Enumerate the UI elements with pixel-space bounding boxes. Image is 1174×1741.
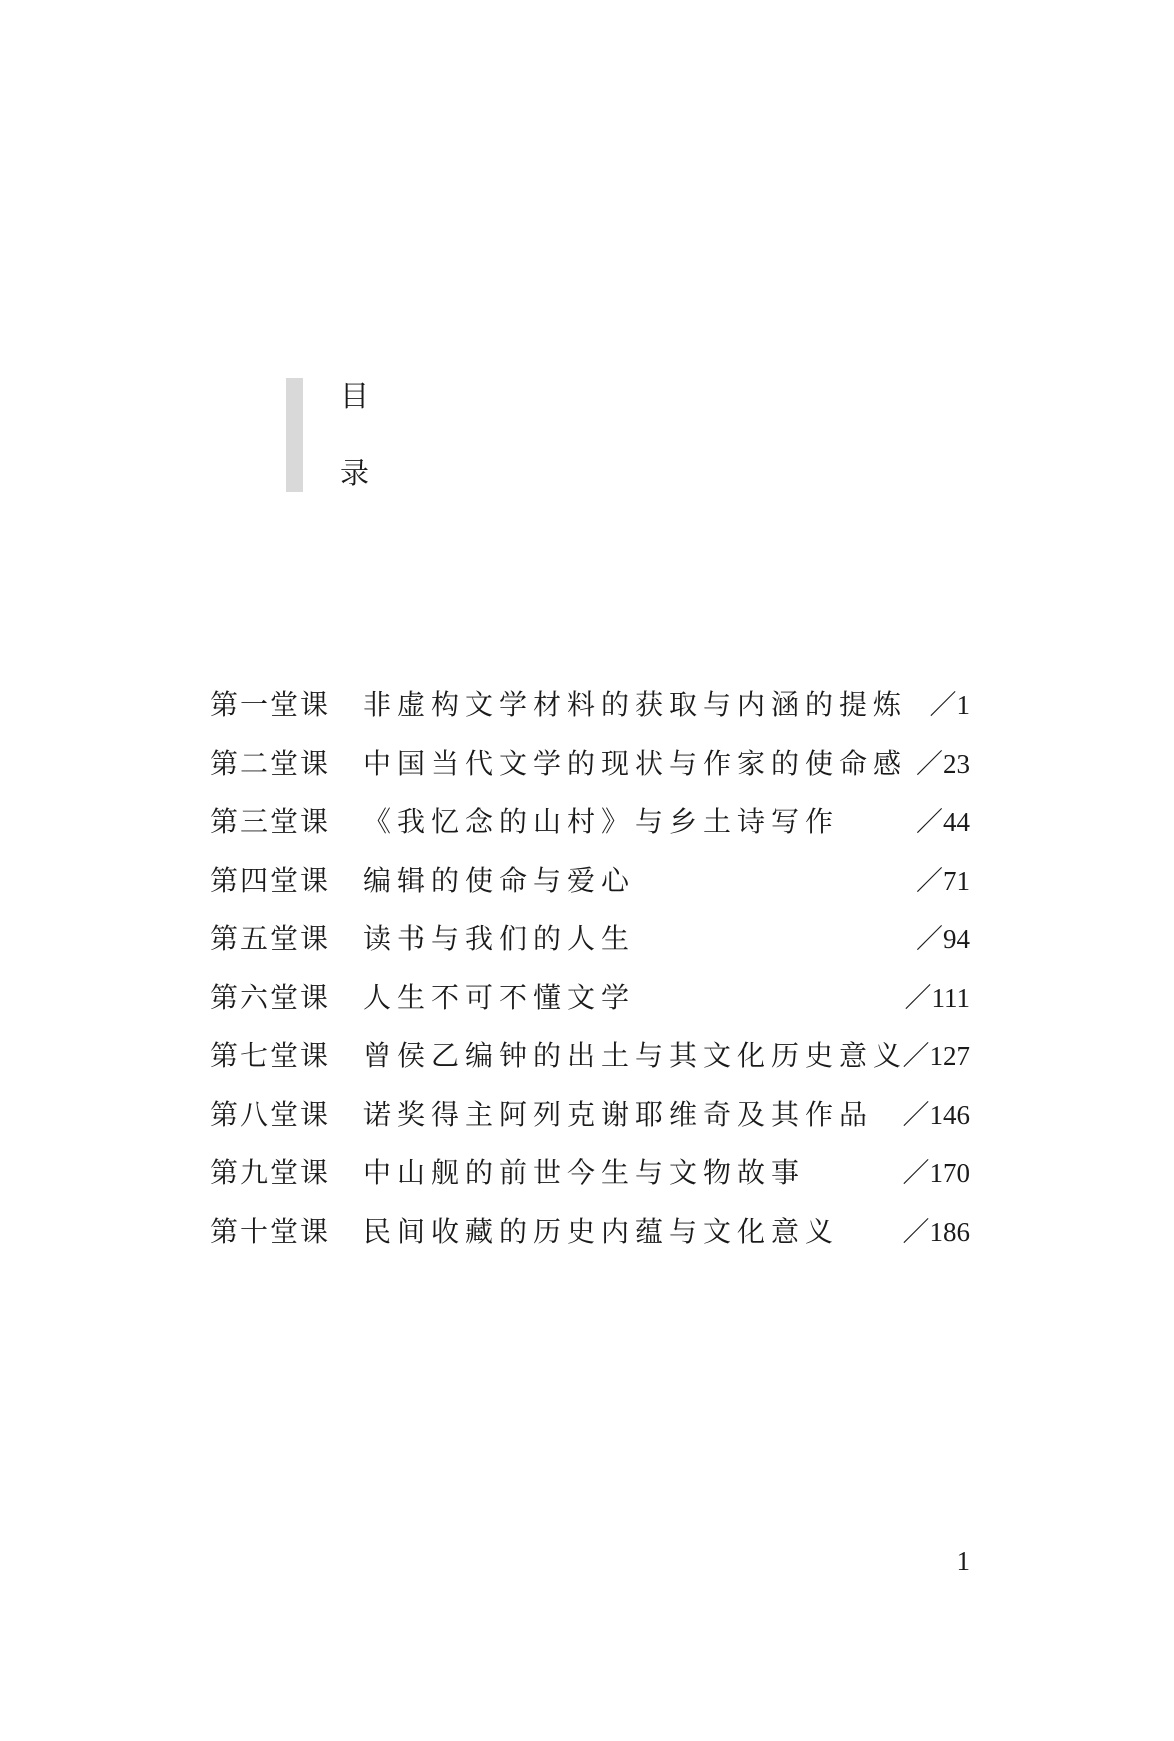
contents-heading bbox=[286, 378, 406, 493]
toc-lesson-label: 第八堂课 bbox=[210, 1097, 331, 1131]
toc-entry[interactable] bbox=[210, 1095, 970, 1154]
toc-title: 编辑的使命与爱心 bbox=[363, 863, 636, 897]
toc-lesson-label: 第三堂课 bbox=[210, 805, 331, 838]
toc-lesson-label: 第五堂课 bbox=[210, 922, 331, 955]
heading-char-mu: 目 bbox=[340, 379, 370, 413]
toc-page-ref: ／94 bbox=[916, 924, 970, 954]
toc-title: 中国当代文学的现状与作家的使命感 bbox=[363, 746, 908, 780]
toc-page-ref: ／146 bbox=[902, 1099, 970, 1130]
page-number: 1 bbox=[956, 1546, 970, 1576]
toc-lesson-label: 第一堂课 bbox=[210, 688, 331, 721]
toc-page-ref: ／44 bbox=[916, 807, 970, 837]
heading-accent-bar bbox=[286, 378, 303, 492]
toc-title: 读书与我们的人生 bbox=[363, 922, 636, 955]
toc-page-ref: ／111 bbox=[904, 982, 970, 1013]
toc-lesson-label: 第六堂课 bbox=[210, 980, 331, 1014]
toc-entry[interactable] bbox=[210, 685, 970, 744]
toc-page-ref: ／71 bbox=[916, 865, 970, 896]
toc-entry[interactable] bbox=[210, 919, 970, 978]
toc-title: 中山舰的前世今生与文物故事 bbox=[363, 1156, 806, 1189]
toc-entry[interactable] bbox=[210, 1212, 970, 1271]
toc-lesson-label: 第九堂课 bbox=[210, 1156, 331, 1189]
toc-entry[interactable] bbox=[210, 978, 970, 1037]
toc-page-ref: ／186 bbox=[902, 1216, 970, 1247]
toc-entry[interactable] bbox=[210, 1036, 970, 1095]
toc-title: 非虚构文学材料的获取与内涵的提炼 bbox=[363, 688, 908, 721]
toc-title: 人生不可不懂文学 bbox=[363, 980, 636, 1014]
toc-page-ref: ／1 bbox=[929, 690, 970, 720]
table-of-contents bbox=[210, 685, 970, 1270]
toc-title: 诺奖得主阿列克谢耶维奇及其作品 bbox=[363, 1097, 874, 1131]
toc-entry[interactable] bbox=[210, 802, 970, 861]
toc-title: 民间收藏的历史内蕴与文化意义 bbox=[363, 1214, 840, 1248]
toc-page-ref: ／170 bbox=[902, 1158, 970, 1188]
toc-lesson-label: 第十堂课 bbox=[210, 1214, 331, 1248]
toc-lesson-label: 第二堂课 bbox=[210, 746, 331, 780]
toc-entry[interactable] bbox=[210, 744, 970, 803]
toc-title: 《我忆念的山村》与乡土诗写作 bbox=[363, 805, 840, 838]
toc-lesson-label: 第四堂课 bbox=[210, 863, 331, 897]
toc-entry[interactable] bbox=[210, 1153, 970, 1212]
toc-page-ref: ／127 bbox=[902, 1041, 970, 1071]
toc-page-ref: ／23 bbox=[916, 748, 970, 779]
toc-title: 曾侯乙编钟的出土与其文化历史意义 bbox=[363, 1039, 908, 1072]
toc-entry[interactable] bbox=[210, 861, 970, 920]
heading-char-lu: 录 bbox=[340, 456, 370, 490]
toc-lesson-label: 第七堂课 bbox=[210, 1039, 331, 1072]
